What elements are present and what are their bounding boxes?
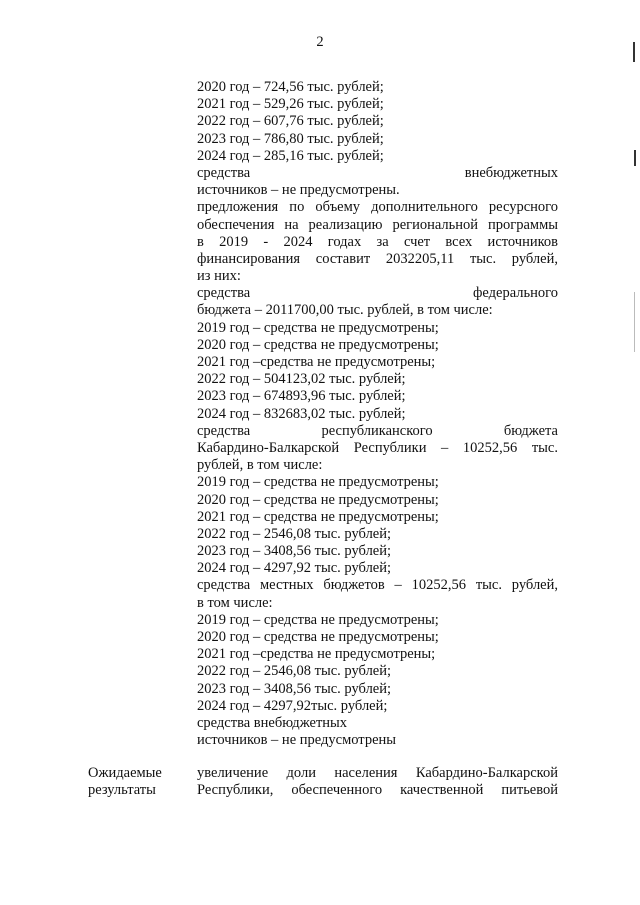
funding-line: 2023 год – 786,80 тыс. рублей;: [197, 130, 384, 147]
funding-line: предложения по объему дополнительного ресурсного: [197, 199, 558, 216]
funding-line: 2024 год – 285,16 тыс. рублей;: [197, 147, 384, 164]
funding-line: 2023 год – 674893,96 тыс. рублей;: [197, 388, 406, 405]
scan-edge-mark: [633, 42, 635, 62]
results-text-line: Республики, обеспеченного качественной питьевой: [197, 782, 558, 799]
funding-line: средства внебюджетных: [197, 164, 558, 181]
funding-line: средства республиканского бюджета: [197, 422, 558, 439]
funding-line: обеспечения на реализацию региональной программы: [197, 216, 558, 233]
funding-line: 2020 год – средства не предусмотрены;: [197, 629, 439, 645]
funding-line: из них:: [197, 268, 241, 285]
funding-line: 2021 год – 529,26 тыс. рублей;: [197, 96, 384, 113]
funding-line: 2022 год – 504123,02 тыс. рублей;: [197, 371, 406, 388]
results-label-line: Ожидаемые: [88, 765, 162, 781]
funding-line: 2019 год – средства не предусмотрены;: [197, 474, 439, 491]
scan-edge-mark: [634, 150, 636, 166]
funding-line: 2024 год – 4297,92 тыс. рублей;: [197, 560, 392, 577]
funding-line: источников – не предусмотрены: [197, 732, 397, 749]
funding-line: финансирования составит 2032205,11 тыс. рублей,: [197, 250, 558, 267]
funding-line: рублей, в том числе:: [197, 457, 323, 474]
funding-line: 2019 год – средства не предусмотрены;: [197, 319, 439, 336]
funding-line: 2024 год – 4297,92тыс. рублей;: [197, 697, 388, 714]
results-label: [88, 765, 162, 799]
results-text-line: увеличение доли населения Кабардино-Балкарской: [197, 765, 558, 781]
funding-line: 2021 год – средства не предусмотрены;: [197, 508, 439, 525]
funding-line: 2022 год – 607,76 тыс. рублей;: [197, 113, 384, 130]
funding-line: бюджета – 2011700,00 тыс. рублей, в том числе:: [197, 302, 493, 319]
funding-line: в 2019 - 2024 годах за счет всех источников: [197, 233, 558, 250]
scan-edge-mark: [634, 292, 635, 352]
funding-line: средства местных бюджетов – 10252,56 тыс. рублей,: [197, 577, 558, 594]
funding-line: 2020 год – средства не предусмотрены;: [197, 491, 439, 508]
funding-line: источников – не предусмотрены.: [197, 182, 400, 199]
funding-line: 2021 год –средства не предусмотрены;: [197, 354, 436, 370]
funding-section: [197, 79, 558, 749]
funding-line: 2019 год – средства не предусмотрены;: [197, 611, 439, 628]
funding-line: 2022 год – 2546,08 тыс. рублей;: [197, 663, 392, 680]
funding-line: средства федерального: [197, 285, 558, 302]
funding-line: 2023 год – 3408,56 тыс. рублей;: [197, 543, 392, 560]
funding-line: 2024 год – 832683,02 тыс. рублей;: [197, 405, 406, 422]
funding-line: 2022 год – 2546,08 тыс. рублей;: [197, 525, 392, 542]
funding-line: 2023 год – 3408,56 тыс. рублей;: [197, 680, 392, 697]
results-text: [197, 765, 558, 799]
funding-line: в том числе:: [197, 594, 273, 611]
page-number: 2: [316, 34, 324, 50]
funding-line: средства внебюджетных: [197, 714, 348, 731]
funding-line: Кабардино-Балкарской Республики – 10252,56 тыс.: [197, 439, 558, 456]
funding-line: 2020 год – средства не предусмотрены;: [197, 336, 439, 353]
funding-line: 2021 год –средства не предусмотрены;: [197, 646, 436, 663]
results-label-line: результаты: [88, 782, 156, 799]
funding-line: 2020 год – 724,56 тыс. рублей;: [197, 79, 384, 95]
